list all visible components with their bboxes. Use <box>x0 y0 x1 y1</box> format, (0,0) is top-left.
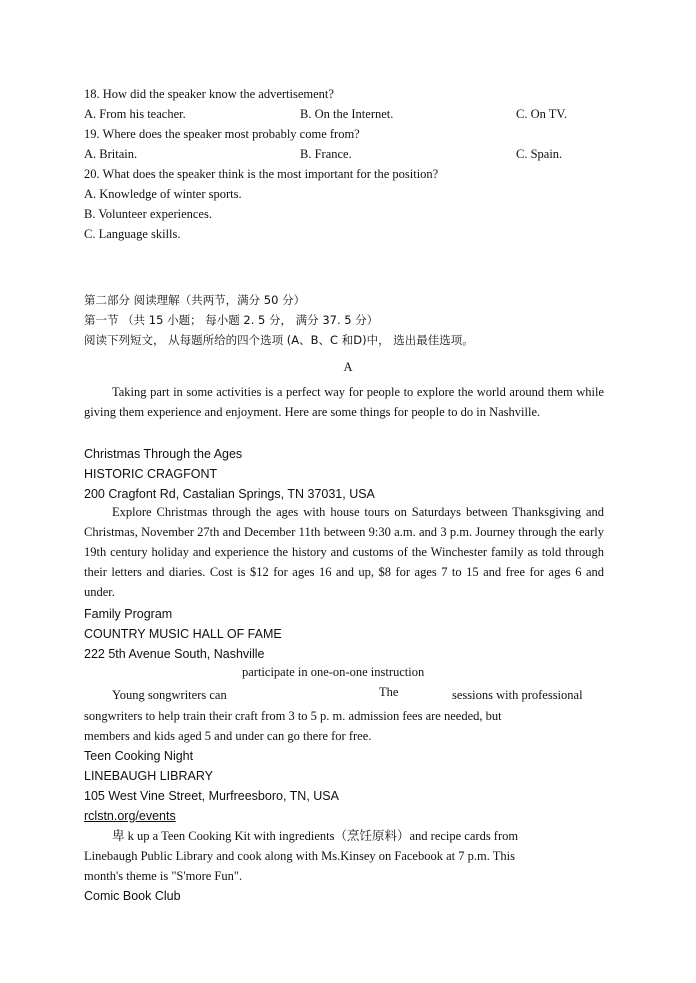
event1-body: Explore Christmas through the ages with house tours on Saturdays between Thanksgiving and Christmas, November 27th and December 11th between 9:30 a.m. and 3 p.m. Journey through the early 19th century holiday and experience the history and customs of the Winchester family as told through their letters and diaries. Cost is $12 for ages 16 and up, $8 for ages 7 to 15 and free for ages 6 and under. <box>84 505 604 599</box>
event1-venue: HISTORIC CRAGFONT <box>84 467 218 481</box>
event2-line1-end: sessions with professional <box>452 688 583 702</box>
passage-intro: Taking part in some activities is a perfect way for people to explore the world around them while giving them experience and enjoyment. Here are some things for people to do in Nashville. <box>84 385 604 419</box>
question-20-stem: 20. What does the speaker think is the most important for the position? <box>84 167 439 181</box>
event2-floating-text: participate in one-on-one instruction <box>242 665 425 679</box>
q20-option-c: C. Language skills. <box>84 227 181 241</box>
event2-line1-the: The <box>379 685 399 699</box>
event3-venue: LINEBAUGH LIBRARY <box>84 769 213 783</box>
event3-line1: 卑 k up a Teen Cooking Kit with ingredients（烹饪原料）and recipe cards from <box>112 829 519 843</box>
q19-option-c: C. Spain. <box>516 147 563 161</box>
event3-link[interactable]: rclstn.org/events <box>84 809 176 823</box>
passage-letter: A <box>343 360 353 374</box>
q18-option-a: A. From his teacher. <box>84 107 186 121</box>
event2-line1-start: Young songwriters can <box>112 688 227 702</box>
event1-address: 200 Cragfont Rd, Castalian Springs, TN 37031, USA <box>84 487 375 501</box>
event3-title: Teen Cooking Night <box>84 749 194 763</box>
question-18-stem: 18. How did the speaker know the advertisement? <box>84 87 334 101</box>
event3-address: 105 West Vine Street, Murfreesboro, TN, USA <box>84 789 339 803</box>
question-19-stem: 19. Where does the speaker most probably come from? <box>84 127 360 141</box>
q18-option-b: B. On the Internet. <box>300 107 394 121</box>
q19-option-a: A. Britain. <box>84 147 138 161</box>
event2-title: Family Program <box>84 607 173 621</box>
event4-title: Comic Book Club <box>84 889 181 903</box>
event3-line3: month's theme is "S'more Fun". <box>84 869 243 883</box>
q18-option-c: C. On TV. <box>516 107 567 121</box>
q20-option-a: A. Knowledge of winter sports. <box>84 187 242 201</box>
q20-option-b: B. Volunteer experiences. <box>84 207 212 221</box>
event1-title: Christmas Through the Ages <box>84 447 243 461</box>
event2-line2: songwriters to help train their craft from 3 to 5 p. m. admission fees are needed, but <box>84 709 502 723</box>
event3-line2: Linebaugh Public Library and cook along with Ms.Kinsey on Facebook at 7 p.m. This <box>84 849 515 863</box>
section1-heading: 第一节 （共 15 小题； 每小题 2. 5 分， 满分 37. 5 分） <box>84 313 379 327</box>
q19-option-b: B. France. <box>300 147 352 161</box>
part2-heading: 第二部分 阅读理解（共两节，满分 50 分） <box>84 293 306 307</box>
event2-line3: members and kids aged 5 and under can go there for free. <box>84 729 372 743</box>
event2-address: 222 5th Avenue South, Nashville <box>84 647 265 661</box>
reading-instructions: 阅读下列短文， 从每题所给的四个选项 (A、B、C 和D)中， 选出最佳选项。 <box>84 333 474 347</box>
event2-venue: COUNTRY MUSIC HALL OF FAME <box>84 627 282 641</box>
